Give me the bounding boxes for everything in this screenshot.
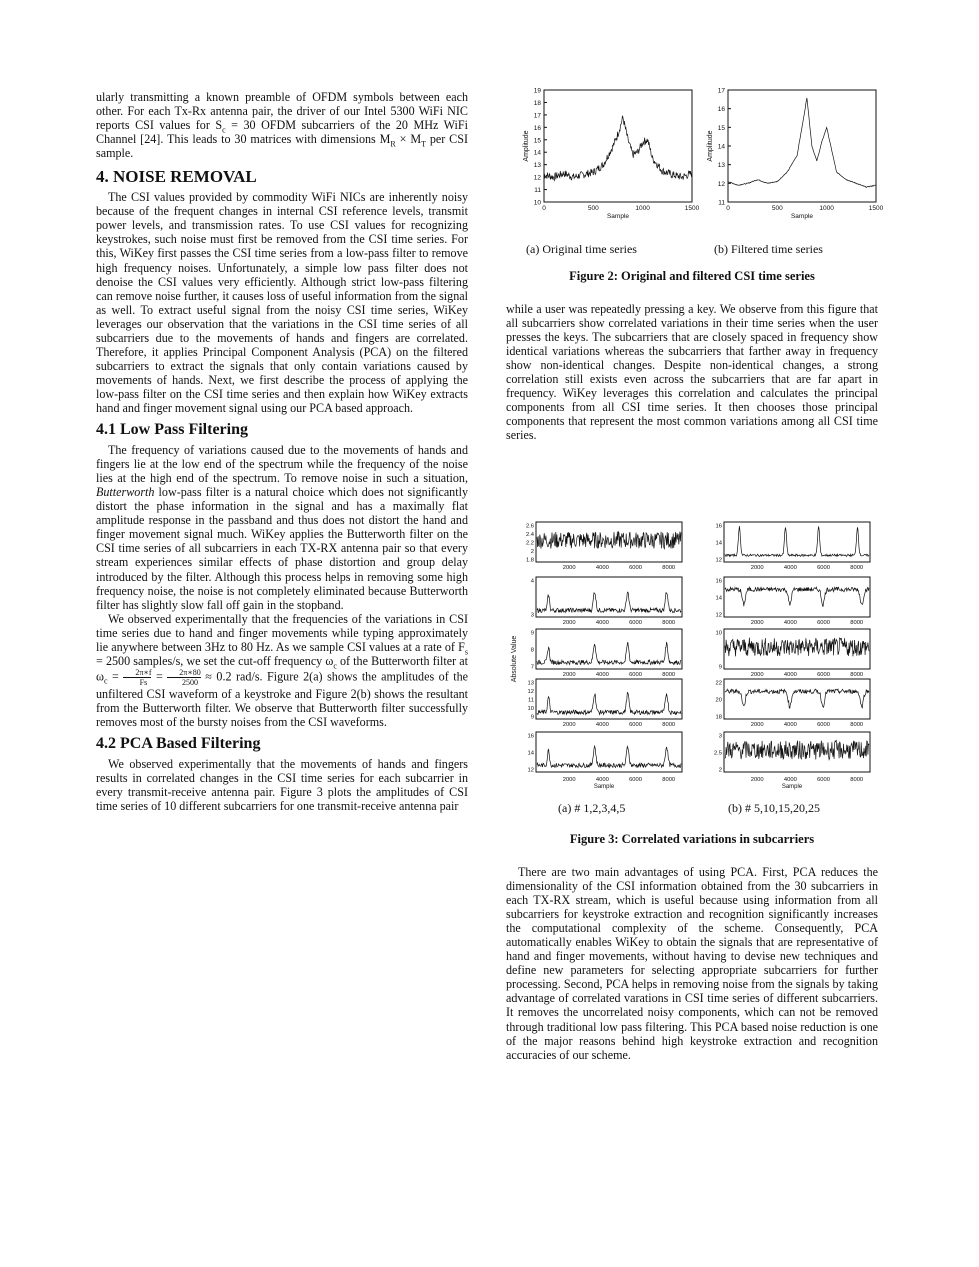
figure-3-b-xtick-label: 8000 — [850, 722, 864, 728]
figure-2-b-ytick-label: 12 — [717, 180, 725, 188]
figure-3-a-xtick-label: 6000 — [629, 565, 642, 571]
figure-3-ylabel: Absolute Value — [511, 635, 518, 683]
figure-2-a-axes — [544, 90, 692, 202]
figure-2-b-ytick-label: 11 — [718, 199, 725, 207]
figure-2-a-xtick-label: 500 — [587, 205, 599, 212]
figure-3-b-ytick-label: 18 — [715, 714, 722, 721]
intro-paragraph: ularly transmitting a known preamble of OFDM symbols between each other. For each Tx-Rx antenna pair, the driver of our Intel 5300 WiFi NIC reports CSI values for $S_c = 30$ OFDM subcarriers of the 20 MHz WiFi Channel [24]. This leads to 30 matrices with dimensions $M_R \times M_T$ per CSI sample. — [96, 90, 468, 161]
figure-3-b-ytick-label: 14 — [715, 595, 722, 602]
right-column-bottom — [506, 865, 878, 1062]
figure-2-b-xlabel: Sample — [790, 213, 814, 220]
figure-3-b-xtick-label: 2000 — [750, 565, 764, 571]
figure-2-a-ytick-label: 10 — [533, 199, 541, 207]
figure-3-a-series-line — [537, 642, 681, 665]
figure-3-b-xtick-label: 6000 — [817, 672, 830, 678]
figure-3-a-xtick-label: 4000 — [595, 777, 609, 783]
figure-2-a-series-line — [544, 116, 692, 181]
right-paragraph-1: while a user was repeatedly pressing a key. We observe from this figure that all subcarriers show correlated variations in their time series when the user presses the keys. The subcarriers that are closely spaced in frequency show identical variations whereas the subcarriers that farther away in frequency show non-identical changes. Despite non-identical changes, a strong correlation still exists even across the subcarriers that are far apart in frequency. WiKey leverages this correlation and calculates the principal components from all CSI time series. It then chooses those principal components that represent the most common variations among all CSI time series. — [506, 302, 878, 443]
figure-2-sub-a: (a) Original time series — [526, 242, 637, 256]
figure-2-a-ytick-label: 12 — [533, 174, 541, 182]
figure-3-b-xtick-label: 8000 — [850, 672, 864, 678]
figure-3-a-ytick-label: 14 — [527, 750, 534, 757]
figure-3-b-xtick-label: 2000 — [750, 672, 764, 678]
figure-3-b-series-line — [725, 526, 869, 556]
figure-2-b-xtick-label: 1000 — [819, 205, 834, 212]
figure-3-b-series-line — [725, 689, 869, 708]
figure-3-a-series-line — [537, 693, 681, 715]
figure-3-a-xtick-label: 2000 — [562, 777, 576, 783]
figure-3-a-xtick-label: 6000 — [629, 777, 642, 783]
figure-3-b-xtick-label: 4000 — [783, 722, 797, 728]
figure-2-b-ylabel: Amplitude — [707, 130, 714, 162]
figure-3-a-ytick-label: 8 — [530, 647, 534, 654]
figure-2-a-ytick-label: 19 — [533, 87, 541, 95]
figure-3-a-xtick-label: 8000 — [662, 672, 676, 678]
figure-3-b-xtick-label: 8000 — [850, 565, 864, 571]
figure-3-a-ytick-label: 12 — [527, 767, 534, 774]
figure-3-a-ytick-label: 2 — [530, 549, 534, 555]
figure-3-a-ytick-label: 7 — [530, 664, 534, 671]
figure-3-a-ytick-label: 2.4 — [525, 532, 534, 538]
figure-3-a-ytick-label: 4 — [530, 578, 534, 585]
figure-2-plots — [506, 84, 884, 244]
figure-2-b-ytick-label: 16 — [717, 106, 725, 114]
figure-3-b-xtick-label: 4000 — [783, 565, 797, 571]
figure-3-a-xtick-label: 2000 — [562, 722, 576, 728]
figure-3-a-xtick-label: 4000 — [595, 565, 609, 571]
figure-3-a-xtick-label: 6000 — [629, 620, 642, 626]
figure-3-a-xtick-label: 8000 — [662, 620, 676, 626]
figure-3-b-xtick-label: 6000 — [817, 777, 830, 783]
figure-3-a-xlabel: Sample — [593, 784, 615, 790]
figure-3-a-xtick-label: 4000 — [595, 722, 609, 728]
figure-2-a-ytick-label: 16 — [533, 124, 541, 132]
figure-3-b-xtick-label: 2000 — [750, 620, 764, 626]
figure-3-a-ytick-label: 1.8 — [525, 557, 534, 564]
section-4-2-heading: 4.2 PCA Based Filtering — [96, 734, 261, 752]
figure-2-b-ytick-label: 14 — [717, 143, 725, 151]
figure-3-plots — [506, 514, 878, 799]
figure-2-a-ytick-label: 15 — [533, 137, 541, 145]
figure-2-a-xtick-label: 1500 — [684, 205, 700, 212]
figure-3-b-xlabel: Sample — [781, 784, 803, 790]
right-paragraph-2: There are two main advantages of using PCA. First, PCA reduces the dimensionality of the CSI information obtained from the 30 subcarriers in each TX-RX stream, which is useful because using information from all subcarriers for keystroke extraction and recognition significantly increases the computational complexity of the scheme. Consequently, PCA automatically enables WiKey to obtain the signals that are representative of hand and finger movements, without having to devise new techniques and define new parameters for selecting appropriate subcarriers for further processing. Second, PCA helps in removing noise from the signals by taking advantage of correlated varations in CSI time series of different subcarriers. It removes the uncorrelated noisy components, which can not be removed through traditional low pass filtering. This PCA based noise reduction is one of the major reasons behind high keystroke extraction and recognition accuracies of our scheme. — [506, 865, 878, 1062]
figure-3-b-ytick-label: 3 — [718, 733, 722, 740]
section-4-1-paragraph-1: The frequency of variations caused due to the movements of hands and fingers lie at the low end of the spectrum while the frequency of the noise lies at the high end of the spectrum. To remove noise in such a situation, Butterworth low-pass filter is a natural choice which does not significantly distort the phase information in the signal and has a maximally flat amplitude response in the passband and thus does not distort the hand and finger movement signal much. WiKey applies the Butterworth filter on the CSI time series of all subcarriers in each TX-RX antenna pair so that every stream experiences similar effects of phase distortion and group delay introduced by the filter. Although this process helps in removing some high frequency noise, the noise is not completely eliminated because Butterworth filter has slightly slow fall off gain in the stopband. — [96, 443, 468, 612]
figure-3-b-xtick-label: 2000 — [750, 777, 764, 783]
figure-3-b-series-line — [725, 741, 869, 760]
figure-2-a-xtick-label: 1000 — [635, 205, 650, 212]
figure-3-a-ytick-label: 13 — [527, 680, 534, 687]
figure-3-a-xtick-label: 2000 — [562, 565, 576, 571]
figure-2-a-ylabel: Amplitude — [523, 130, 530, 162]
figure-3-a-xtick-label: 2000 — [562, 672, 576, 678]
figure-3-a-ytick-label: 2.6 — [525, 523, 534, 530]
figure-3-b-ytick-label: 16 — [715, 578, 722, 585]
figure-2-b-xtick-label: 1500 — [868, 205, 884, 212]
figure-3-a-ytick-label: 12 — [527, 689, 534, 695]
figure-3-b-series-line — [725, 587, 869, 607]
section-4-2-paragraph: We observed experimentally that the movements of hands and fingers results in correlated changes in the CSI time series for each subcarrier in every transmit-receive antenna pair. Figure 3 plots the amplitudes of CSI time series of 10 different subcarriers for one transmit-receive antenna pair — [96, 757, 468, 814]
figure-3-a-xtick-label: 8000 — [662, 565, 676, 571]
figure-3-b-ytick-label: 2.5 — [713, 750, 722, 757]
figure-3-b-xtick-label: 2000 — [750, 722, 764, 728]
figure-3-a-ytick-label: 16 — [527, 733, 534, 740]
figure-3-b-ytick-label: 9 — [718, 664, 722, 671]
figure-2-b-axes — [728, 90, 876, 202]
figure-3-a-ytick-label: 3 — [530, 612, 534, 619]
figure-2-a-ytick-label: 11 — [534, 187, 541, 195]
figure-3-caption: Figure 3: Correlated variations in subcarriers — [569, 832, 815, 846]
figure-2-b-xtick-label: 0 — [726, 205, 730, 212]
fraction-2: $\frac{2\pi∗80}{2500}$ — [167, 668, 200, 687]
figure-3-a-xtick-label: 4000 — [595, 672, 609, 678]
figure-3-b-ytick-label: 12 — [715, 612, 722, 619]
figure-3-b-xtick-label: 6000 — [817, 565, 830, 571]
figure-3-a-series-line — [537, 746, 681, 768]
figure-3-a-xtick-label: 6000 — [629, 672, 642, 678]
figure-3-b-ytick-label: 12 — [715, 557, 722, 564]
figure-2-caption: Figure 2: Original and filtered CSI time series — [569, 269, 815, 283]
figure-2-a-ytick-label: 18 — [533, 99, 541, 107]
figure-3-a-ytick-label: 9 — [530, 714, 534, 721]
figure-3-a-ytick-label: 9 — [530, 630, 534, 637]
figure-2-a-ytick-label: 13 — [533, 162, 541, 170]
figure-2-b-ytick-label: 13 — [717, 162, 725, 170]
figure-2-a-ytick-label: 14 — [533, 149, 541, 157]
figure-3-a-xtick-label: 4000 — [595, 620, 609, 626]
figure-2 — [506, 84, 884, 294]
right-column-top — [506, 302, 878, 442]
left-column — [96, 90, 468, 813]
figure-3-a-series-line — [537, 592, 681, 613]
figure-3 — [506, 514, 878, 854]
figure-2-sub-b: (b) Filtered time series — [714, 242, 823, 256]
section-4-heading: 4. NOISE REMOVAL — [96, 167, 257, 187]
figure-3-b-xtick-label: 8000 — [850, 620, 864, 626]
figure-3-b-ytick-label: 2 — [718, 767, 722, 774]
figure-3-b-ytick-label: 10 — [715, 630, 722, 637]
figure-3-a-xtick-label: 8000 — [662, 722, 676, 728]
figure-2-a-ytick-label: 17 — [533, 112, 541, 120]
figure-3-b-ytick-label: 16 — [715, 523, 722, 530]
figure-2-a-xlabel: Sample — [606, 213, 630, 220]
figure-2-b-series-line — [728, 98, 876, 188]
figure-2-b-ytick-label: 17 — [717, 87, 725, 95]
figure-3-b-xtick-label: 6000 — [817, 620, 830, 626]
figure-3-sub-b: (b) # 5,10,15,20,25 — [728, 801, 820, 815]
figure-3-a-xtick-label: 6000 — [629, 722, 642, 728]
figure-2-b-xtick-label: 500 — [771, 205, 783, 212]
figure-3-a-ytick-label: 2.2 — [525, 540, 534, 547]
figure-3-a-series-line — [537, 532, 681, 549]
section-4-paragraph: The CSI values provided by commodity WiFi NICs are inherently noisy because of the frequent changes in internal CSI reference levels, transmit power levels, and transmission rates. To use CSI values for recognizing keystrokes, such noise must first be removed from the CSI time series. For this, WiKey first passes the CSI time series from a low-pass filter to remove high frequency noises. Unfortunately, a simple low pass filter does not denoise the CSI values very efficiently. Although strict low-pass filtering can remove noise further, it causes loss of useful information from the signal as well. To extract useful signal from the noisy CSI time series, WiKey leverages our observation that the variations in the CSI time series of all subcarriers due to the movements of hands and fingers are correlated. Therefore, it applies Principal Component Analysis (PCA) on the filtered subcarriers to extract the signals that only contain variations caused by movements of hands. Next, we first describe the process of applying the low-pass filter on the CSI time series and then explain how WiKey extracts hand and finger movement signal using our PCA based approach. — [96, 190, 468, 415]
figure-3-a-ytick-label: 11 — [527, 697, 534, 704]
figure-3-b-xtick-label: 4000 — [783, 777, 797, 783]
figure-3-a-ytick-label: 10 — [527, 706, 534, 712]
figure-3-b-xtick-label: 8000 — [850, 777, 864, 783]
fraction-1: $\frac{2\pi∗f}{Fs}$ — [123, 668, 151, 687]
figure-2-b-ytick-label: 15 — [717, 124, 725, 132]
section-4-1-paragraph-2: We observed experimentally that the frequencies of the variations in CSI time series due to hand and finger movements while typing approximately lie anywhere between 3Hz to 80 Hz. As we sample CSI values at a rate of $F_s = 2500$ samples/s, we set the cut-off frequency $\omega_c$ of the Butterworth filter at $\omega_c$ = $\frac{2\pi∗f}{Fs}$ = $\frac{2\pi∗80}{2500}$ ≈ 0.2 rad/s. Figure 2(a) shows the amplitudes of the unfiltered CSI waveform of a keystroke and Figure 2(b) shows the resultant from the Butterworth filter. We observe that Butterworth filter successfully removes most of the bursty noises from the CSI waveforms. — [96, 611, 468, 729]
figure-3-b-ytick-label: 14 — [715, 540, 722, 547]
figure-3-b-xtick-label: 4000 — [783, 620, 797, 626]
figure-3-a-xtick-label: 2000 — [562, 620, 576, 626]
figure-3-a-xtick-label: 8000 — [662, 777, 676, 783]
figure-3-b-ytick-label: 22 — [715, 680, 722, 687]
figure-3-b-series-line — [725, 638, 869, 657]
section-4-1-heading: 4.1 Low Pass Filtering — [96, 421, 248, 439]
figure-3-b-xtick-label: 4000 — [783, 672, 797, 678]
figure-3-b-ytick-label: 20 — [715, 697, 722, 704]
figure-2-a-xtick-label: 0 — [542, 205, 546, 212]
figure-3-sub-a: (a) # 1,2,3,4,5 — [558, 801, 626, 815]
figure-3-b-xtick-label: 6000 — [817, 722, 830, 728]
